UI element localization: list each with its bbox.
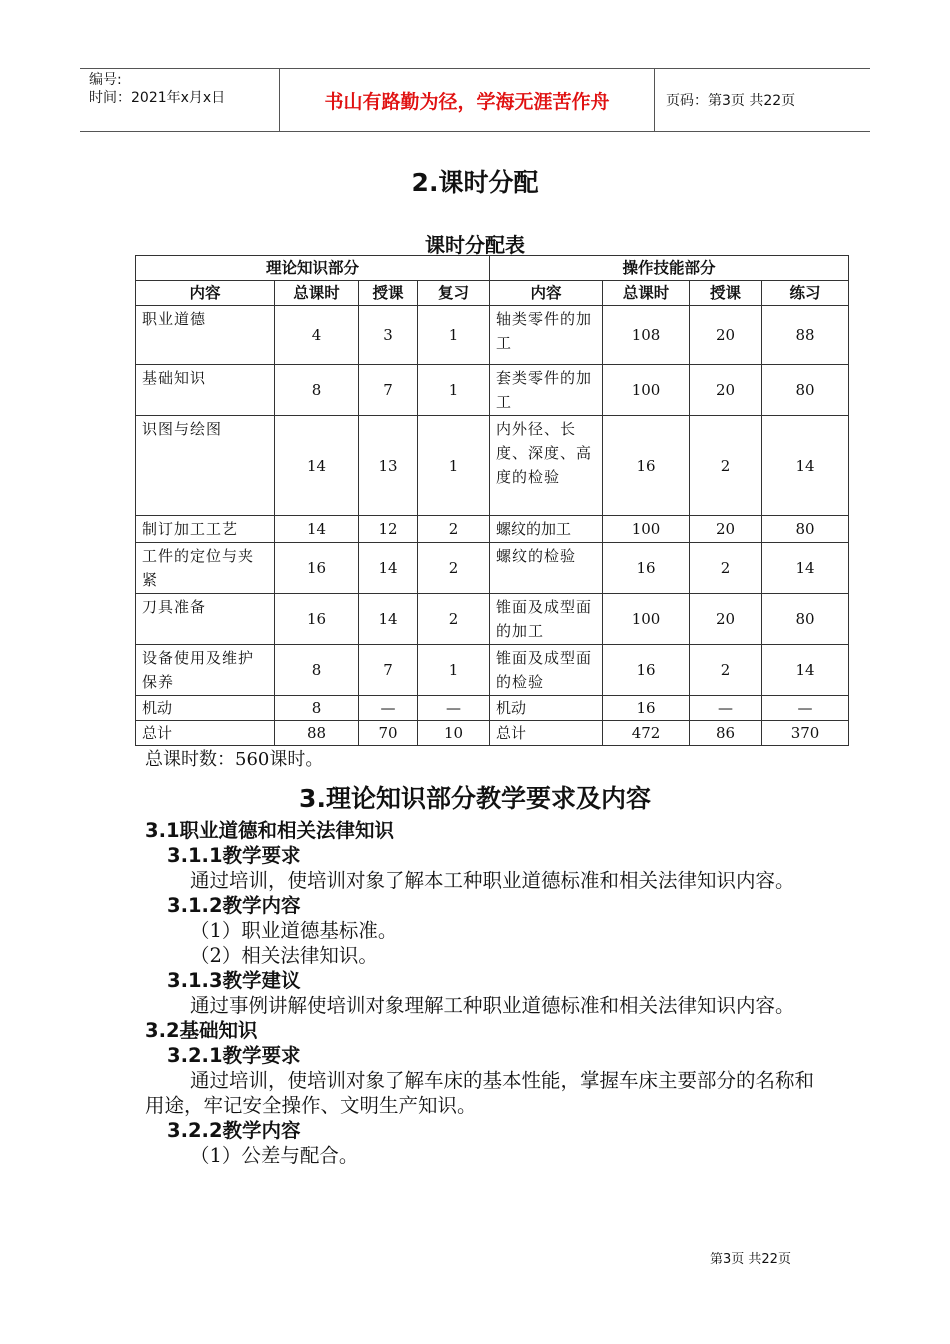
table-cell: 2: [418, 543, 490, 594]
table-cell: 基础知识: [136, 365, 275, 416]
table-cell: 2: [690, 543, 762, 594]
table-cell: 螺纹的加工: [490, 516, 603, 543]
table-cell: 内外径、长度、深度、高度的检验: [490, 416, 603, 516]
table-cell: 10: [418, 721, 490, 746]
table-cell: 7: [359, 365, 418, 416]
table-cell: 识图与绘图: [136, 416, 275, 516]
heading-3-1-3: 3.1.3教学建议: [167, 969, 301, 992]
header-left-cell: [80, 69, 280, 131]
header-motto: 书山有路勤为径，学海无涯苦作舟: [280, 69, 655, 131]
table-cell: 机动: [136, 696, 275, 721]
table-cell: 370: [762, 721, 849, 746]
table-cell: 13: [359, 416, 418, 516]
table-cell: 总计: [490, 721, 603, 746]
table-cell: 20: [690, 365, 762, 416]
table-cell: 100: [603, 516, 690, 543]
table-row: [136, 645, 849, 696]
table-row: [136, 416, 849, 516]
table-cell: 7: [359, 645, 418, 696]
table-cell: 20: [690, 306, 762, 365]
table-row: [136, 543, 849, 594]
table-cell: 轴类零件的加工: [490, 306, 603, 365]
table-cell: 锥面及成型面的加工: [490, 594, 603, 645]
table-cell: 80: [762, 516, 849, 543]
header-row: [136, 281, 849, 306]
table-row: [136, 594, 849, 645]
table-cell: 14: [359, 543, 418, 594]
table-cell: 1: [418, 645, 490, 696]
table-cell: 14: [762, 543, 849, 594]
table-cell: 2: [690, 416, 762, 516]
table-cell: 2: [418, 594, 490, 645]
heading-3-2-1: 3.2.1教学要求: [167, 1044, 301, 1067]
table-body: [136, 306, 849, 746]
table-cell: 70: [359, 721, 418, 746]
table-row: [136, 306, 849, 365]
header-page-code: 页码：第3页 共22页: [666, 93, 796, 109]
table-cell: 8: [275, 365, 359, 416]
doc-code-label: 编号:: [89, 72, 122, 88]
table-cell: 16: [603, 416, 690, 516]
table-cell: 80: [762, 365, 849, 416]
table-row: [136, 516, 849, 543]
table-cell: —: [418, 696, 490, 721]
table-cell: 16: [603, 645, 690, 696]
heading-3-1: 3.1职业道德和相关法律知识: [145, 819, 395, 842]
table-cell: 锥面及成型面的检验: [490, 645, 603, 696]
col-header: 内容: [490, 281, 603, 306]
list-item: （1）职业道德基标准。: [190, 919, 398, 942]
table-cell: —: [690, 696, 762, 721]
table-cell: —: [359, 696, 418, 721]
table-cell: 16: [275, 543, 359, 594]
paragraph-3-2-1: 通过培训，使培训对象了解车床的基本性能，掌握车床主要部分的名称和用途，牢记安全操作、文明生产知识。: [145, 1069, 815, 1117]
table-cell: 16: [603, 543, 690, 594]
section-3-content: [145, 818, 815, 1168]
group-skill: 操作技能部分: [490, 256, 849, 281]
page-footer: 第3页 共22页: [710, 1252, 791, 1267]
table-cell: 2: [418, 516, 490, 543]
col-header: 复习: [418, 281, 490, 306]
table-caption: 课时分配表: [425, 233, 525, 257]
table-cell: 套类零件的加工: [490, 365, 603, 416]
table-cell: 14: [359, 594, 418, 645]
col-header: 总课时: [275, 281, 359, 306]
table-cell: 86: [690, 721, 762, 746]
hours-table: [135, 255, 849, 746]
col-header: 授课: [690, 281, 762, 306]
heading-3-2: 3.2基础知识: [145, 1019, 258, 1042]
table-row: [136, 365, 849, 416]
doc-date: 时间：2021年x月x日: [89, 90, 226, 106]
paragraph-3-1-1: 通过培训，使培训对象了解本工种职业道德标准和相关法律知识内容。: [190, 869, 795, 892]
heading-3-2-2: 3.2.2教学内容: [167, 1119, 301, 1142]
col-header: 授课: [359, 281, 418, 306]
page-header: [80, 68, 870, 132]
col-header: 内容: [136, 281, 275, 306]
table-cell: 4: [275, 306, 359, 365]
table-cell: 机动: [490, 696, 603, 721]
list-item: （1）公差与配合。: [190, 1144, 359, 1167]
heading-3-1-1: 3.1.1教学要求: [167, 844, 301, 867]
table-cell: 16: [275, 594, 359, 645]
table-cell: 472: [603, 721, 690, 746]
table-cell: 80: [762, 594, 849, 645]
col-header: 练习: [762, 281, 849, 306]
total-hours-note: 总课时数：560课时。: [145, 749, 324, 770]
table-row: [136, 721, 849, 746]
table-row: [136, 696, 849, 721]
table-cell: 14: [275, 516, 359, 543]
table-cell: 总计: [136, 721, 275, 746]
col-header: 总课时: [603, 281, 690, 306]
table-cell: 2: [690, 645, 762, 696]
table-cell: 设备使用及维护保养: [136, 645, 275, 696]
table-cell: 100: [603, 365, 690, 416]
heading-3-1-2: 3.1.2教学内容: [167, 894, 301, 917]
table-cell: 1: [418, 416, 490, 516]
list-item: （2）相关法律知识。: [190, 944, 378, 967]
table-cell: 88: [762, 306, 849, 365]
table-cell: 14: [762, 416, 849, 516]
table-cell: 职业道德: [136, 306, 275, 365]
group-theory: 理论知识部分: [136, 256, 490, 281]
table-cell: 20: [690, 594, 762, 645]
table-cell: 16: [603, 696, 690, 721]
table-cell: —: [762, 696, 849, 721]
table-cell: 刀具准备: [136, 594, 275, 645]
table-cell: 1: [418, 306, 490, 365]
paragraph-3-1-3: 通过事例讲解使培训对象理解工种职业道德标准和相关法律知识内容。: [190, 994, 795, 1017]
table-cell: 螺纹的检验: [490, 543, 603, 594]
table-cell: 3: [359, 306, 418, 365]
table-cell: 14: [275, 416, 359, 516]
table-cell: 工件的定位与夹紧: [136, 543, 275, 594]
section-2-title: 2.课时分配: [411, 168, 539, 197]
table-cell: 108: [603, 306, 690, 365]
section-3-title: 3.理论知识部分教学要求及内容: [299, 784, 651, 813]
table-cell: 100: [603, 594, 690, 645]
table-cell: 8: [275, 696, 359, 721]
table-cell: 1: [418, 365, 490, 416]
table-cell: 20: [690, 516, 762, 543]
table-cell: 制订加工工艺: [136, 516, 275, 543]
table-cell: 12: [359, 516, 418, 543]
table-cell: 14: [762, 645, 849, 696]
table-cell: 8: [275, 645, 359, 696]
table-cell: 88: [275, 721, 359, 746]
